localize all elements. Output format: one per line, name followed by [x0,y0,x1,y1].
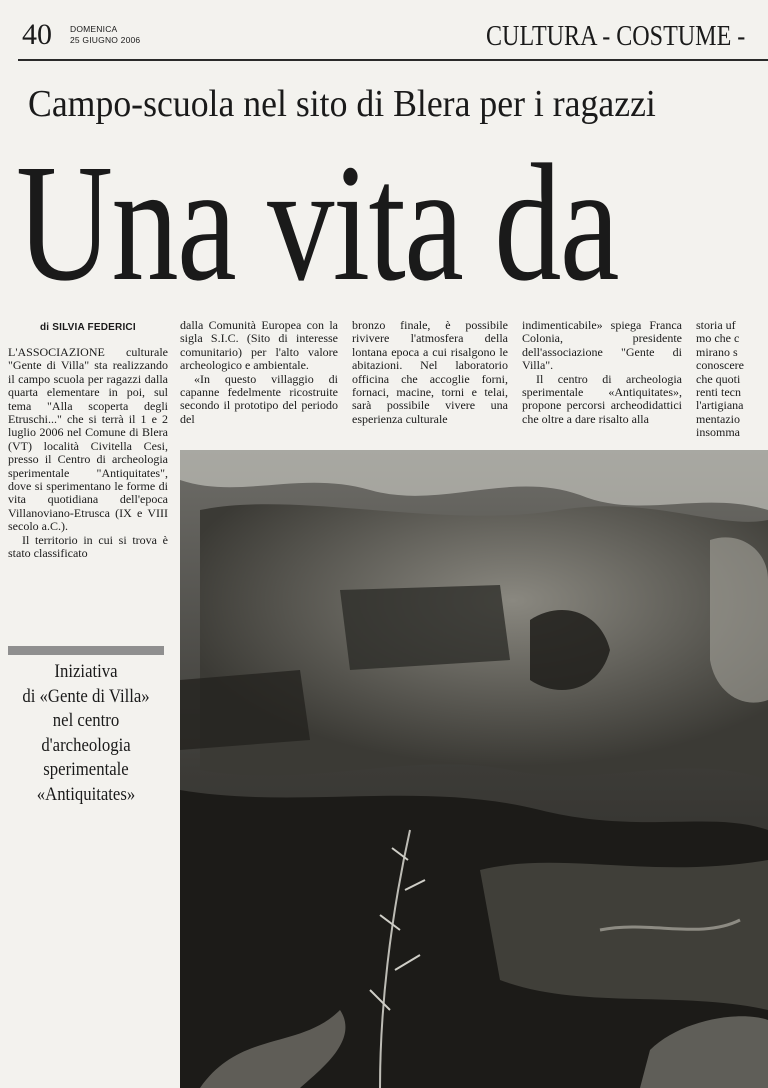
page-number: 40 [22,18,52,51]
article-column-2 [180,319,338,426]
text-line: conoscere [696,358,744,373]
article-column-3 [352,319,508,426]
byline: di SILVIA FEDERICI [40,322,136,333]
pull-quote-line: di «Gente di Villa» [22,685,150,707]
article-kicker: Campo-scuola nel sito di Blera per i ragazzi [28,83,656,125]
paragraph: indimenticabile» spiega Franca Colonia, presidente dell'associazione "Gente di Villa". [522,318,682,373]
issue-day: 25 GIUGNO 2006 [70,35,141,45]
text-line: mirano s [696,344,738,359]
text-line: mentazio [696,411,740,426]
paragraph: dalla Comunità Europea con la sigla S.I.C. (Sito di interesse comunitario) per l'alto valore archeologico e ambientale. [180,318,338,373]
pull-quote-line: sperimentale [43,759,129,780]
article-column-1 [8,346,168,561]
photo-cave-site [180,450,768,1088]
article-column-4 [522,319,682,426]
masthead-rule [18,59,768,61]
text-line: l'artigiana [696,398,744,413]
article-column-5-cropped [696,319,768,440]
pull-quote-line: nel centro [52,710,120,731]
issue-weekday: DOMENICA [70,24,118,34]
issue-date [70,24,140,46]
pull-quote-line: «Antiquitates» [36,783,136,805]
pull-quote-line: d'archeologia [41,734,131,756]
pull-quote-line: Iniziativa [54,661,118,682]
paragraph: L'ASSOCIAZIONE culturale "Gente di Villa" sta realizzando il campo scuola per ragazzi dalla quarta elementare in poi, sul tema "Alla scoperta degli Etruschi..." che si terrà il 1 e 2 luglio 2006 nel Comune di Blera (VT) località Civitella Cesi, presso il Centro di archeologia sperimentale "Antiquitates", dove si sperimentano le forme di vita quotidiana dell'epoca Villanoviano-Etrusca (IX e VIII secolo a.C.). [8,345,168,534]
paragraph: «In questo villaggio di capanne fedelmente ricostruite secondo il prototipo del periodo del [180,371,338,426]
pull-quote [0,660,172,807]
article-photo [180,450,768,1088]
section-title: CULTURA - COSTUME - [486,21,746,52]
paragraph: Il centro di archeologia sperimentale «Antiquitates», propone percorsi archeodidattici che oltre a dare risalto alla [522,371,682,426]
callout-bar [8,646,164,655]
text-line: mo che c [696,331,740,346]
text-line: che quoti [696,371,741,386]
paragraph: bronzo finale, è possibile rivivere l'atmosfera della lontana epoca a cui risalgono le abitazioni. Nel laboratorio officina che accoglie forni, fornaci, macine, torni e telai, sarà possibile vivere una esperienza culturale [352,318,508,426]
paragraph: Il territorio in cui si trova è stato classificato [8,532,168,561]
text-line: renti tecn [696,385,741,400]
article-headline: Una vita da [16,130,618,316]
text-line: storia uf [696,319,736,332]
text-line: insomma [696,425,740,440]
